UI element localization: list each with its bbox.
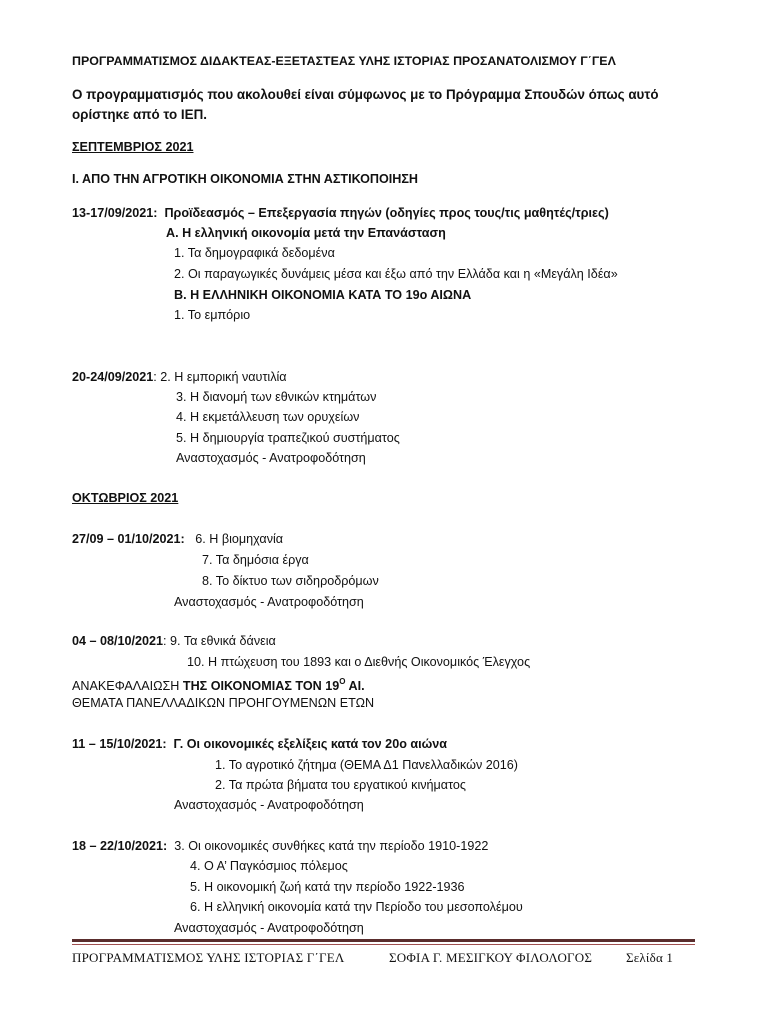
week-5-text: Γ. Οι οικονομικές εξελίξεις κατά τον 20ο αιώνα (173, 737, 448, 751)
list-item: 7. Τα δημόσια έργα (202, 553, 309, 567)
review-line: Αναστοχασμός - Ανατροφοδότηση (174, 798, 364, 812)
recap-line (72, 674, 365, 694)
week-5-entry (72, 736, 447, 752)
month-heading-september: ΣΕΠΤΕΜΒΡΙΟΣ 2021 (72, 140, 194, 154)
list-item: 4. Ο Α’ Παγκόσμιος πόλεμος (190, 859, 348, 873)
week-4-text: : 9. Τα εθνικά δάνεια (163, 634, 276, 648)
list-item: 2. Τα πρώτα βήματα του εργατικού κινήματος (215, 778, 466, 792)
week-2-text: : 2. Η εμπορική ναυτιλία (153, 370, 287, 384)
list-item: 10. Η πτώχευση του 1893 και ο Διεθνής Οικονομικός Έλεγχος (187, 655, 531, 669)
recap-superscript: Ο (339, 677, 346, 686)
footer-page-number: Σελίδα 1 (626, 950, 674, 965)
month-heading-october: ΟΚΤΩΒΡΙΟΣ 2021 (72, 491, 179, 505)
week-3-entry (72, 531, 283, 547)
list-item: 4. Η εκμετάλλευση των ορυχείων (176, 410, 360, 424)
footer-rule-thin (72, 944, 695, 945)
recap-text-end: ΑΙ. (345, 679, 365, 693)
week-2-entry (72, 369, 287, 385)
week-1-entry (72, 205, 609, 221)
week-3-date: 27/09 – 01/10/2021: (72, 532, 185, 546)
week-1-date: 13-17/09/2021: (72, 206, 158, 220)
intro-line-1: Ο προγραμματισμός που ακολουθεί είναι σύμφωνος με το Πρόγραμμα Σπουδών όπως αυτό (72, 87, 659, 102)
list-item: 5. Η δημιουργία τραπεζικού συστήματος (176, 431, 400, 445)
recap-label: ΑΝΑΚΕΦΑΛΑΙΩΣΗ (72, 679, 180, 693)
review-line: Αναστοχασμός - Ανατροφοδότηση (176, 451, 366, 465)
week-6-text: 3. Οι οικονομικές συνθήκες κατά την περίοδο 1910-1922 (174, 839, 489, 853)
list-item: 1. Τα δημογραφικά δεδομένα (174, 246, 335, 260)
review-line: Αναστοχασμός - Ανατροφοδότηση (174, 921, 364, 935)
section-b-heading: Β. Η ΕΛΛΗΝΙΚΗ ΟΙΚΟΝΟΜΙΑ ΚΑΤΑ ΤΟ 19ο ΑΙΩΝΑ (174, 288, 472, 302)
list-item: 1. Το εμπόριο (174, 308, 251, 322)
intro-line-2: ορίστηκε από το ΙΕΠ. (72, 107, 207, 122)
footer-author: ΣΟΦΙΑ Γ. ΜΕΣΙΓΚΟΥ ΦΙΛΟΛΟΓΟΣ (389, 950, 593, 965)
list-item: 3. Η διανομή των εθνικών κτημάτων (176, 390, 377, 404)
week-6-entry (72, 838, 488, 854)
week-2-date: 20-24/09/2021 (72, 370, 154, 384)
week-4-entry (72, 633, 276, 649)
list-item: 1. Το αγροτικό ζήτημα (ΘΕΜΑ Δ1 Πανελλαδικών 2016) (215, 758, 518, 772)
week-6-date: 18 – 22/10/2021: (72, 839, 168, 853)
list-item: 5. Η οικονομική ζωή κατά την περίοδο 1922-1936 (190, 880, 465, 894)
recap-text: ΤΗΣ ΟΙΚΟΝΟΜΙΑΣ ΤΟΝ 19 (179, 679, 340, 693)
list-item: 2. Οι παραγωγικές δυνάμεις μέσα και έξω από την Ελλάδα και η «Μεγάλη Ιδέα» (174, 267, 618, 281)
unit-title: Ι. ΑΠΟ ΤΗΝ ΑΓΡΟΤΙΚΗ ΟΙΚΟΝΟΜΙΑ ΣΤΗΝ ΑΣΤΙΚΟΠΟΙΗΣΗ (72, 172, 419, 186)
list-item: 6. Η ελληνική οικονομία κατά την Περίοδο του μεσοπολέμου (190, 900, 523, 914)
list-item: 8. Το δίκτυο των σιδηροδρόμων (202, 574, 379, 588)
week-1-text: Προϊδεασμός – Επεξεργασία πηγών (οδηγίες προς τους/τις μαθητές/τριες) (164, 206, 609, 220)
week-5-date: 11 – 15/10/2021: (72, 737, 167, 751)
header-title: ΠΡΟΓΡΑΜΜΑΤΙΣΜΟΣ ΔΙΔΑΚΤΕΑΣ-ΕΞΕΤΑΣΤΕΑΣ ΥΛΗΣ ΙΣΤΟΡΙΑΣ ΠΡΟΣΑΝΑΤΟΛΙΣΜΟΥ Γ΄ΓΕΛ (72, 54, 616, 68)
week-3-text: 6. Η βιομηχανία (195, 532, 284, 546)
footer-left: ΠΡΟΓΡΑΜΜΑΤΙΣΜΟΣ ΥΛΗΣ ΙΣΤΟΡΙΑΣ Γ΄ΓΕΛ (72, 950, 345, 965)
week-4-date: 04 – 08/10/2021 (72, 634, 164, 648)
review-line: Αναστοχασμός - Ανατροφοδότηση (174, 595, 364, 609)
footer-rule-thick (72, 939, 695, 942)
exams-line: ΘΕΜΑΤΑ ΠΑΝΕΛΛΑΔΙΚΩΝ ΠΡΟΗΓΟΥΜΕΝΩΝ ΕΤΩΝ (72, 696, 375, 710)
section-a-heading: Α. Η ελληνική οικονομία μετά την Επανάσταση (166, 226, 446, 240)
